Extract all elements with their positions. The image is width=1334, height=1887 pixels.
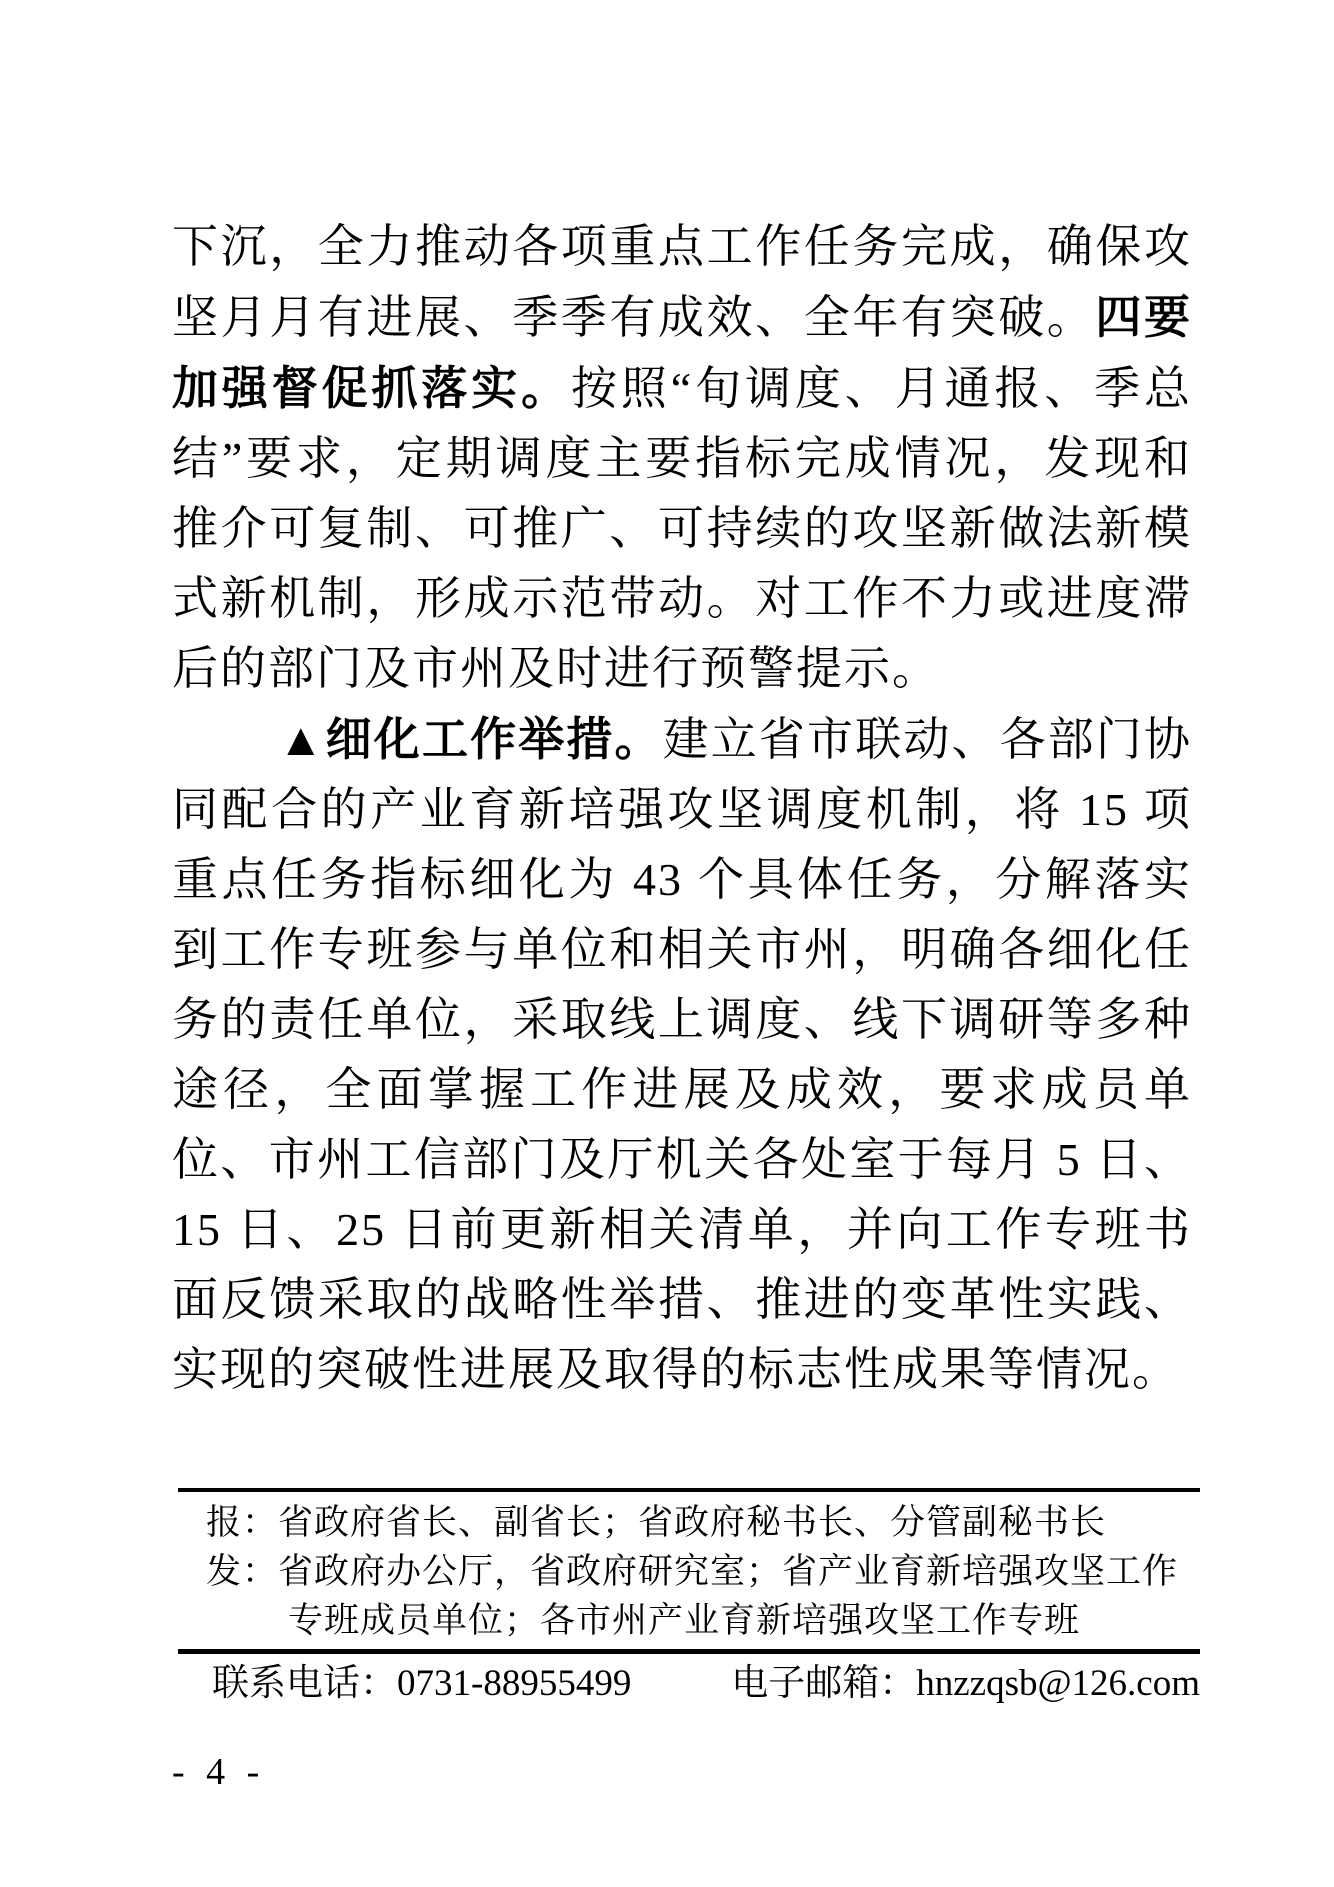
email-address: hnzzqsb@126.com [916, 1663, 1200, 1704]
contact-row [178, 1658, 1200, 1710]
contact-email [731, 1658, 1200, 1710]
footer [178, 1488, 1200, 1710]
phone-number: 0731-88955499 [397, 1663, 632, 1704]
distribution-notes [178, 1498, 1200, 1645]
page-number: - 4 - [172, 1751, 266, 1793]
paragraph-2 [172, 704, 1192, 1405]
paragraph-1 [172, 212, 1192, 704]
phone-label: 联系电话： [212, 1663, 397, 1704]
triangle-bullet-icon: ▲ [278, 713, 326, 765]
footer-divider-thick [178, 1649, 1200, 1654]
footer-divider-thin [178, 1488, 1200, 1492]
email-label: 电子邮箱： [731, 1663, 917, 1704]
text-segment: 建立省市联动、各部门协同配合的产业育新培强攻坚调度机制，将 15 项重点任务指标细化为 43 个具体任务，分解落实到工作专班参与单位和相关市州，明确各细化任务的责任单位，采取线上调度、线下调研等多种途径，全面掌握工作进展及成效，要求成员单位、市州工信部门及厅机关各处室于每月 5 日、15 日、25 日前更新相关清单，并向工作专班书面反馈采取的战略性举措、推进的变革性实践、实现的突破性进展及取得的标志性成果等情况。 [172, 714, 1193, 1395]
subsection-heading-bold: 细化工作举措。 [325, 713, 663, 765]
distribution-line-2: 专班成员单位；各市州产业育新培强攻坚工作专班 [288, 1601, 1081, 1640]
report-line: 报：省政府省长、副省长；省政府秘书长、分管副秘书长 [206, 1503, 1107, 1542]
body-text [172, 212, 1192, 1405]
text-segment: 下沉，全力推动各项重点工作任务完成，确保攻坚月月有进展、季季有成效、全年有突破。 [172, 221, 1192, 343]
distribution-line-1: 发：省政府办公厅，省政府研究室；省产业育新培强攻坚工作 [206, 1552, 1179, 1591]
text-segment: 按照“旬调度、月通报、季总结”要求，定期调度主要指标完成情况，发现和推介可复制、可推广、可持续的攻坚新做法新模式新机制，形成示范带动。对工作不力或进度滞后的部门及市州及时进行预警提示。 [172, 363, 1192, 694]
bold-emphasis-phrase: 四要加强督促抓落实。 [172, 291, 1193, 414]
contact-phone [212, 1658, 631, 1710]
